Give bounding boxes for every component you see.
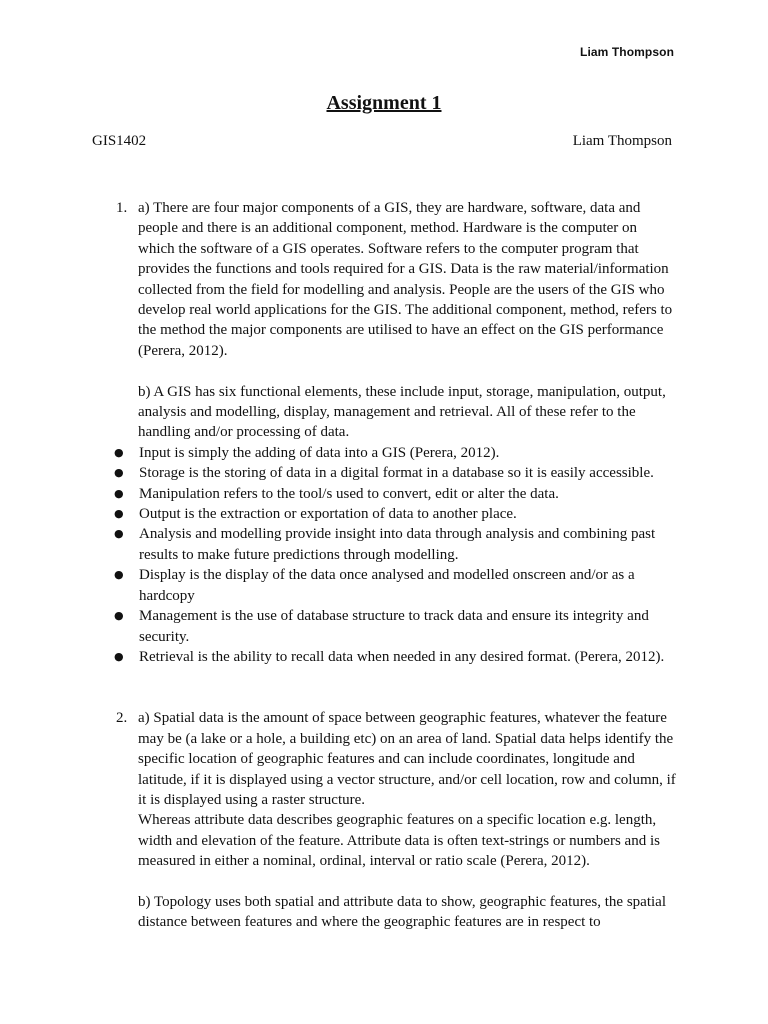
meta-row <box>92 133 672 150</box>
question-2-part-b: b) Topology uses both spatial and attribute data to show, geographic features, the spatial distance between features and where the geographic features are in respect to <box>138 893 666 931</box>
list-item: ● Analysis and modelling provide insight into data through analysis and combining past results to make future predictions through modelling. <box>92 524 677 565</box>
list-item: ● Input is simply the adding of data into a GIS (Perera, 2012). <box>92 443 677 463</box>
list-item: ● Retrieval is the ability to recall data when needed in any desired format. (Perera, 2012). <box>92 647 677 667</box>
bullet-icon: ● <box>114 466 124 480</box>
bullet-icon: ● <box>114 649 124 663</box>
question-1-part-a: a) There are four major components of a GIS, they are hardware, software, data and people and there is an additional component, method. Hardware is the computer on which the software of a GIS operates. Software refers to the computer program that provides the functions and tools required for a GIS. Data is the raw material/information collected from the field for modelling and analysis. People are the users of the GIS who develop real world applications for the GIS. The additional component, method, refers to the method the major components are utilised to have an effect on the GIS performance (Perera, 2012). <box>138 200 673 359</box>
course-code: GIS1402 <box>92 133 147 149</box>
question-2-part-a-spatial: a) Spatial data is the amount of space between geographic features, whatever the feature may be (a lake or a hole, a building etc) on an area of land. Spatial data helps identify the specific location of geographic features and can include coordinates, longitude and latitude, if it is displayed using a vector structure, and/or cell location, row and column, if it is displayed using a raster structure. <box>138 710 676 808</box>
list-item: ● Storage is the storing of data in a digital format in a database so it is easily accessible. <box>92 463 677 483</box>
bullet-icon: ● <box>114 609 124 623</box>
author-name: Liam Thompson <box>572 133 672 149</box>
bullet-icon: ● <box>114 507 124 521</box>
bullet-icon: ● <box>114 445 124 459</box>
question-number: 2. <box>116 710 128 727</box>
question-number: 1. <box>116 200 128 216</box>
list-item: ● Display is the display of the data once analysed and modelled onscreen and/or as a hardcopy <box>92 565 677 606</box>
question-1-part-b-intro: b) A GIS has six functional elements, these include input, storage, manipulation, output, analysis and modelling, display, management and retrieval. All of these refer to the handling and/or processing of data. <box>138 383 666 441</box>
bullet-icon: ● <box>114 527 124 541</box>
question-1 <box>92 198 677 443</box>
document-title: Assignment 1 <box>326 92 442 114</box>
question-2 <box>92 708 677 932</box>
list-item: ● Manipulation refers to the tool/s used to convert, edit or alter the data. <box>92 484 677 504</box>
bullet-icon: ● <box>114 486 124 500</box>
running-header-author: Liam Thompson <box>580 45 674 59</box>
functional-elements-list <box>92 443 677 667</box>
list-item: ● Output is the extraction or exportation of data to another place. <box>92 504 677 524</box>
document-body <box>92 198 677 933</box>
bullet-icon: ● <box>114 568 124 582</box>
question-2-part-a-attribute: Whereas attribute data describes geographic features on a specific location e.g. length, width and elevation of the feature. Attribute data is often text-strings or numbers and is measured in either a nominal, ordinal, interval or ratio scale (Perera, 2012). <box>138 812 660 870</box>
list-item: ● Management is the use of database structure to track data and ensure its integrity and security. <box>92 606 677 647</box>
